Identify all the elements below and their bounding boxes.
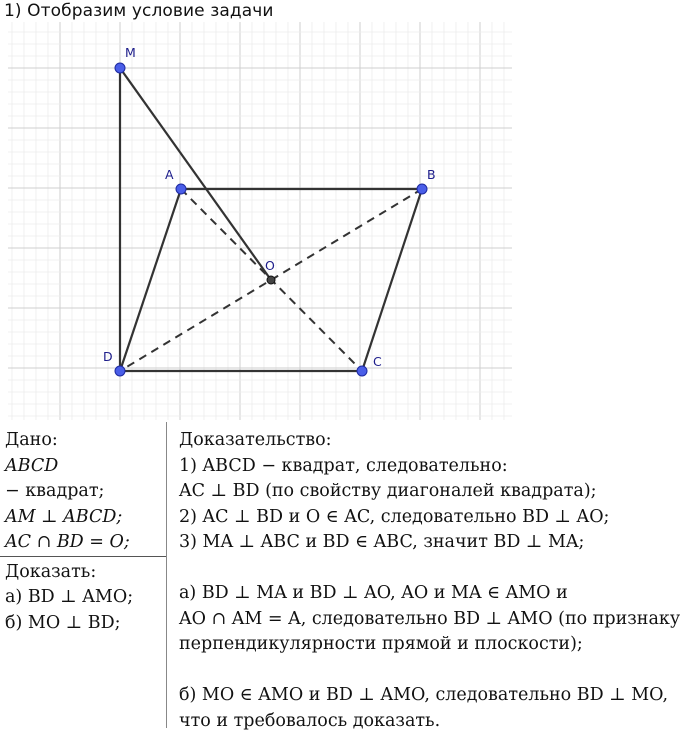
- point-A: [176, 184, 186, 194]
- proof-blank: [179, 658, 699, 684]
- proof-line: AC ⊥ BD (по свойству диагоналей квадрата);: [179, 479, 699, 505]
- given-line: ABCD: [5, 454, 163, 480]
- point-D: [115, 366, 125, 376]
- proof-line: 3) MA ⊥ ABC и BD ∈ ABC, значит BD ⊥ MA;: [179, 530, 699, 556]
- given-block: [5, 428, 163, 636]
- proof-line: перпендикулярности прямой и плоскости);: [179, 632, 699, 658]
- label-C: C: [373, 354, 382, 369]
- proof-line: б) MO ∈ AMO и BD ⊥ AMO, следовательно BD ⊥ MO,: [179, 683, 699, 709]
- given-divider: [0, 556, 166, 557]
- prove-line: а) BD ⊥ AMO;: [5, 585, 163, 611]
- given-line: − квадрат;: [5, 479, 163, 505]
- prove-line: б) MO ⊥ BD;: [5, 611, 163, 637]
- proof-line: а) BD ⊥ MA и BD ⊥ AO, AO и MA ∈ AMO и: [179, 581, 699, 607]
- label-A: A: [165, 167, 174, 182]
- point-M: [115, 63, 125, 73]
- point-O: [267, 276, 275, 284]
- label-M: M: [125, 45, 136, 60]
- label-D: D: [103, 349, 113, 364]
- label-B: B: [427, 167, 436, 182]
- prove-title: Доказать:: [5, 560, 163, 586]
- point-C: [357, 366, 367, 376]
- column-divider: [166, 422, 167, 728]
- proof-line: 2) AC ⊥ BD и O ∈ AC, следовательно BD ⊥ AO;: [179, 505, 699, 531]
- point-B: [417, 184, 427, 194]
- given-line: AC ∩ BD = O;: [5, 530, 163, 556]
- proof-blank: [179, 556, 699, 582]
- given-title: Дано:: [5, 428, 163, 454]
- proof-line: 1) ABCD − квадрат, следовательно:: [179, 454, 699, 480]
- label-O: O: [265, 258, 275, 273]
- proof-line: что и требовалось доказать.: [179, 709, 699, 734]
- grid: [8, 22, 512, 420]
- given-line: AM ⊥ ABCD;: [5, 505, 163, 531]
- proof-line: AO ∩ AM = A, следовательно BD ⊥ AMO (по признаку: [179, 607, 699, 633]
- section-heading: 1) Отобразим условие задачи: [4, 1, 274, 21]
- proof-title: Доказательство:: [179, 428, 699, 454]
- proof-block: [179, 428, 699, 734]
